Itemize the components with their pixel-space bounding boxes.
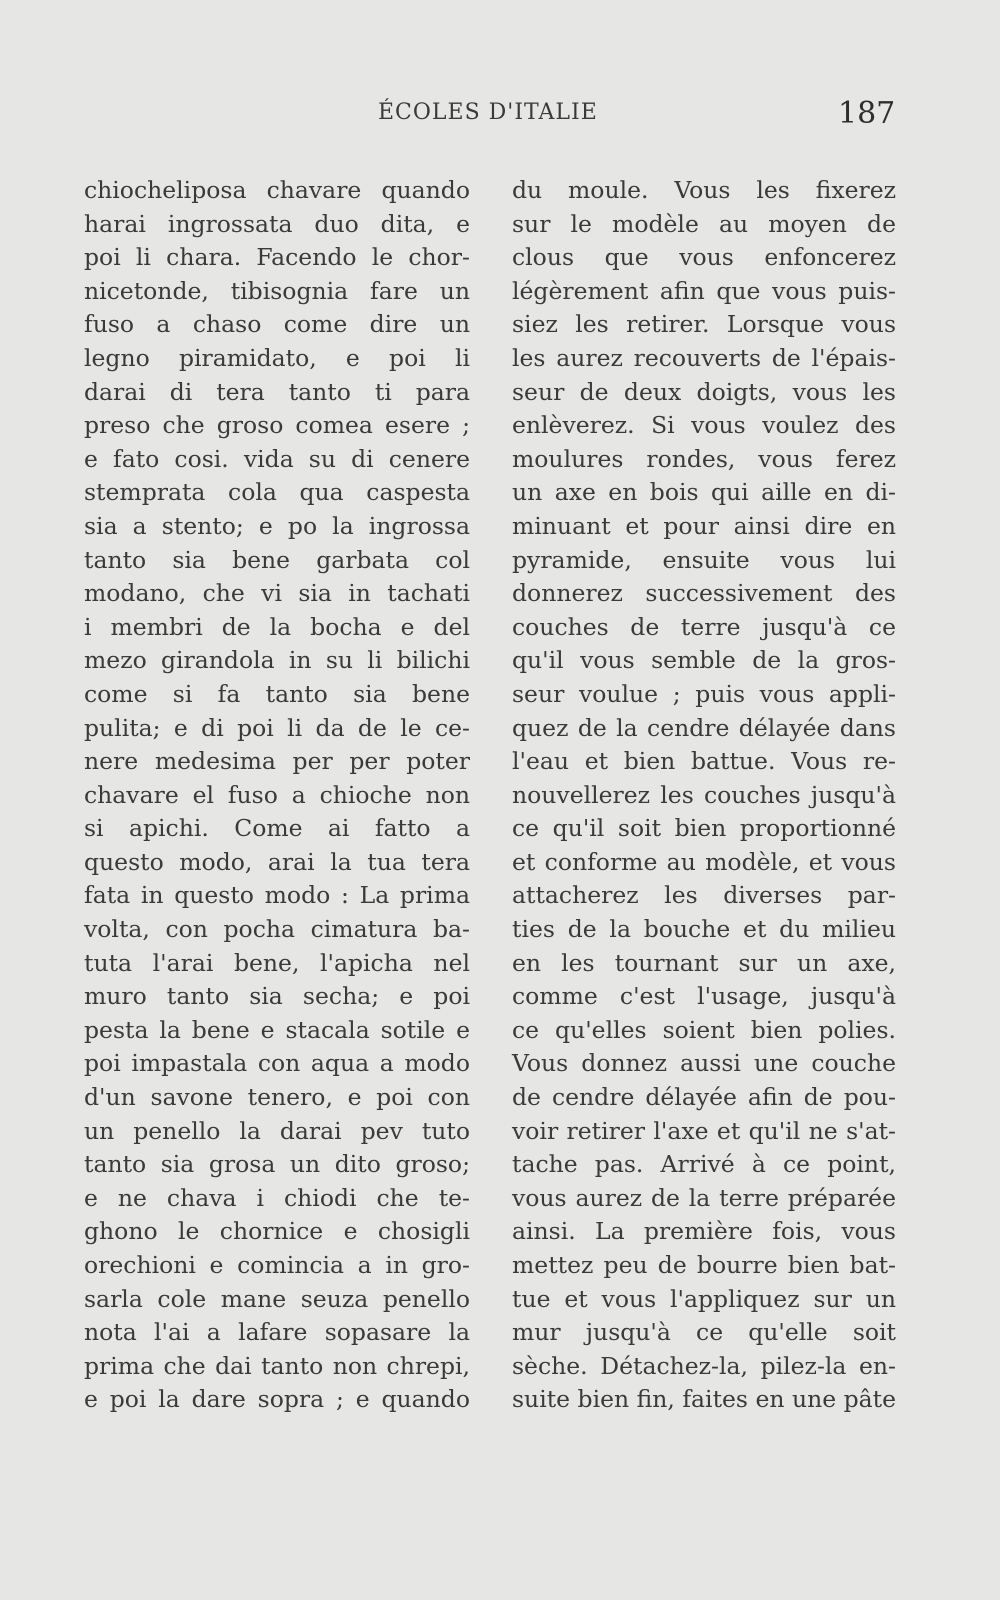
right-column-line: du moule. Vous les fixerez [512,176,896,204]
right-column-line: ties de la bouche et du milieu [512,915,896,944]
right-column-line: mettez peu de bourre bien bat- [512,1251,896,1279]
right-column-line: pyramide, ensuite vous lui [512,545,896,574]
left-column-line: poi li chara. Facendo le chor- [84,243,470,272]
right-column-line: tache pas. Arrivé à ce point, [512,1150,896,1179]
left-column-line: tuta l'arai bene, l'apicha nel [84,948,470,977]
left-column-line: questo modo, arai la tua tera [84,847,470,876]
right-column-line: sèche. Détachez-la, pilez-la en- [512,1351,896,1380]
right-column-line: seur voulue ; puis vous appli- [512,679,896,708]
left-column-line: nota l'ai a lafare sopasare la [84,1318,470,1347]
left-column-line: pulita; e di poi li da de le ce- [84,713,470,742]
left-column-line: ghono le chornice e chosigli [84,1217,470,1246]
right-column-line: et conforme au modèle, et vous [512,847,896,876]
right-column-line: ce qu'il soit bien proportionné [512,814,896,843]
right-column-line: en les tournant sur un axe, [512,948,896,977]
left-column-line: stemprata cola qua caspesta [84,478,470,507]
left-column-line: muro tanto sia secha; e poi [84,982,470,1011]
right-column-line: ainsi. La première fois, vous [512,1217,896,1246]
right-column-line: seur de deux doigts, vous les [512,377,896,406]
left-column-line: pesta la bene e stacala sotile e [84,1015,470,1044]
left-column-line: nere medesima per per poter [84,747,470,776]
running-head [0,96,1000,136]
right-column-line: donnerez successivement des [512,579,896,608]
right-column-line: clous que vous enfoncerez [512,243,896,272]
left-column-line: poi impastala con aqua a modo [84,1049,470,1078]
left-column-line: si apichi. Come ai fatto a [84,814,470,843]
left-column-line: tanto sia bene garbata col [84,545,470,574]
left-column-line: nicetonde, tibisognia fare un [84,276,470,305]
right-column-line: les aurez recouverts de l'épais- [512,343,896,372]
left-column-line: mezo girandola in su li bilichi [84,646,470,675]
right-column-line: minuant et pour ainsi dire en [512,511,896,540]
right-column-line: qu'il vous semble de la gros- [512,646,896,675]
right-column-line: Vous donnez aussi une couche [512,1049,896,1078]
right-column-line: moulures rondes, vous ferez [512,444,896,473]
left-column-line: sia a stento; e po la ingrossa [84,511,470,540]
right-column-french-translation [512,174,896,1417]
left-column-line: modano, che vi sia in tachati [84,579,470,608]
left-column-line: darai di tera tanto ti para [84,377,470,406]
right-column-line: enlèverez. Si vous voulez des [512,411,896,440]
left-column-line: e ne chava i chiodi che te- [84,1183,470,1212]
right-column-line: siez les retirer. Lorsque vous [512,310,896,339]
right-column-line: voir retirer l'axe et qu'il ne s'at- [512,1116,896,1145]
left-column-line: un penello la darai pev tuto [84,1116,470,1145]
right-column-line: un axe en bois qui aille en di- [512,478,896,507]
left-column-line: i membri de la bocha e del [84,612,470,641]
right-column-line: mur jusqu'à ce qu'elle soit [512,1318,896,1347]
left-column-line: orechioni e comincia a in gro- [84,1251,470,1279]
left-column-line: preso che groso comea esere ; [84,411,470,440]
right-column-line: sur le modèle au moyen de [512,209,896,238]
right-column-line: ce qu'elles soient bien polies. [512,1015,896,1044]
right-column-line: suite bien fin, faites en une pâte [512,1385,897,1414]
left-column-line: chiocheliposa chavare quando [84,176,470,204]
running-title: ÉCOLES D'ITALIE [378,100,598,125]
right-column-line: légèrement afin que vous puis- [512,276,896,305]
right-column-line: tue et vous l'appliquez sur un [512,1284,896,1313]
right-column-line: comme c'est l'usage, jusqu'à [512,982,896,1011]
left-column-line: come si fa tanto sia bene [84,679,470,708]
right-column-line: vous aurez de la terre préparée [512,1183,896,1212]
left-column-line: legno piramidato, e poi li [84,343,470,372]
left-column-line: fuso a chaso come dire un [84,310,470,339]
right-column-line: quez de la cendre délayée dans [512,713,896,742]
left-column-line: e poi la dare sopra ; e quando [84,1385,470,1414]
left-column-line: harai ingrossata duo dita, e [84,209,470,238]
right-column-line: couches de terre jusqu'à ce [512,612,896,641]
right-column-line: attacherez les diverses par- [512,881,896,910]
left-column-line: e fato cosi. vida su di cenere [84,444,470,473]
left-column-line: volta, con pocha cimatura ba- [84,915,470,944]
left-column-line: d'un savone tenero, e poi con [84,1083,470,1112]
right-column-line: nouvellerez les couches jusqu'à [512,780,896,809]
page-number: 187 [838,96,896,131]
right-column-line: l'eau et bien battue. Vous re- [512,747,896,776]
right-column-line: de cendre délayée afin de pou- [512,1083,896,1112]
left-column-line: chavare el fuso a chioche non [84,780,470,809]
left-column-italian-text [84,174,470,1417]
left-column-line: sarla cole mane seuza penello [84,1284,470,1313]
left-column-line: tanto sia grosa un dito groso; [84,1150,470,1179]
left-column-line: fata in questo modo : La prima [84,881,470,910]
left-column-line: prima che dai tanto non chrepi, [84,1351,470,1380]
